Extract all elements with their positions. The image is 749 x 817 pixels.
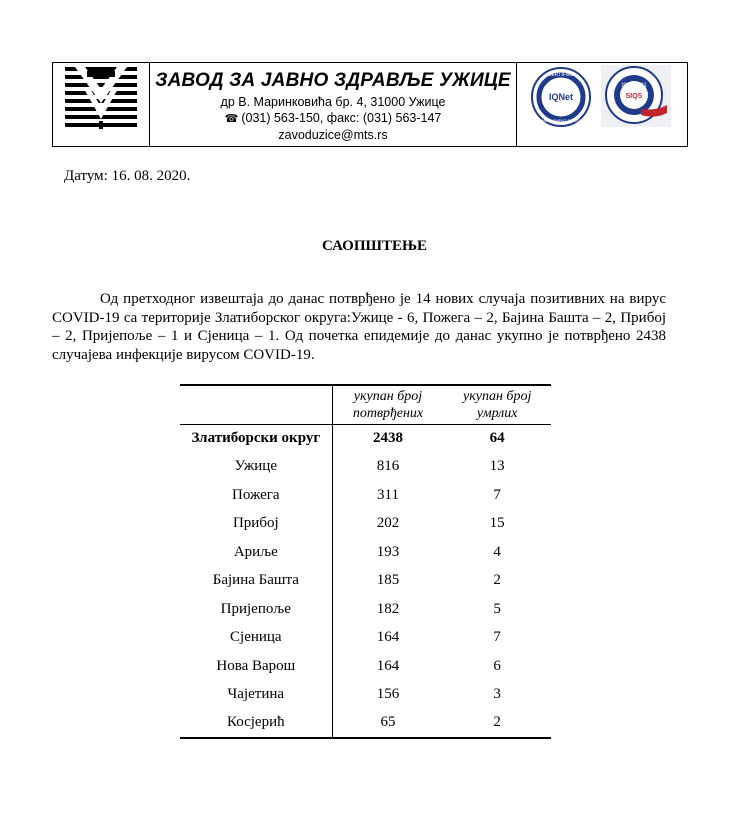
covid-statistics-table <box>180 384 551 739</box>
cell-municipality: Ужице <box>180 453 332 482</box>
letterhead <box>52 62 688 147</box>
cell-deaths: 64 <box>489 430 505 446</box>
svg-text:SIQS: SIQS <box>625 93 643 100</box>
table-row <box>180 652 551 681</box>
organization-address: др В. Маринковића бр. 4, 31000 Ужице <box>220 95 446 109</box>
document-date: Датум: 16. 08. 2020. <box>64 168 191 184</box>
letterhead-text <box>150 63 517 146</box>
table-row <box>180 595 551 624</box>
institute-logo <box>53 63 150 146</box>
table-row <box>180 481 551 510</box>
column-header-confirmed: укупан број потврђених <box>332 385 443 424</box>
cell-municipality: Пожега <box>180 481 332 510</box>
column-header-municipality <box>180 385 332 424</box>
cell-deaths: 7 <box>493 629 501 646</box>
cell-deaths: 7 <box>493 486 501 503</box>
table-row <box>180 624 551 653</box>
cell-confirmed: 816 <box>376 458 400 475</box>
table-row <box>180 538 551 567</box>
organization-email: zavoduzice@mts.rs <box>278 128 388 142</box>
cell-deaths: 2 <box>443 709 551 738</box>
cell-municipality: Нова Варош <box>180 652 332 681</box>
announcement-paragraph: Од претходног извештаја до данас потврђено је 14 нових случаја позитивних на вирус COVID-19 са територије Златиборског округа:Ужице - 6, Пожега – 2, Бајина Башта – 2, Прибој – 2, Пријепоље – 1 и Сјеница – 1. Од почетка епидемије до данас укупно је потврђено 2438 случајева инфекције вирусом COVID-19. <box>52 291 666 363</box>
table-row <box>180 709 551 738</box>
cell-deaths: 15 <box>489 515 505 532</box>
cell-deaths: 2 <box>493 572 501 589</box>
phone-fax-text: (031) 563-150, факс: (031) 563-147 <box>241 111 442 125</box>
table-row <box>180 453 551 482</box>
cell-deaths: 13 <box>489 458 505 475</box>
cell-confirmed: 311 <box>377 486 399 503</box>
cell-municipality: Ариље <box>180 538 332 567</box>
table-row <box>180 567 551 596</box>
cell-confirmed: 164 <box>376 657 400 674</box>
cell-confirmed: 193 <box>376 543 400 560</box>
table-row <box>180 681 551 710</box>
cell-deaths: 6 <box>493 657 501 674</box>
cell-deaths: 4 <box>493 543 501 560</box>
cell-municipality: Бајина Башта <box>180 567 332 596</box>
cell-deaths: 3 <box>493 686 501 703</box>
cell-confirmed: 202 <box>376 515 400 532</box>
organization-name: ЗАВОД ЗА ЈАВНО ЗДРАВЉЕ УЖИЦЕ <box>155 70 511 91</box>
certification-logos <box>517 63 687 146</box>
cell-confirmed: 156 <box>376 686 400 703</box>
cell-confirmed: 2438 <box>372 430 403 446</box>
cell-confirmed: 164 <box>376 629 400 646</box>
cell-confirmed: 185 <box>376 572 400 589</box>
cell-confirmed: 182 <box>376 600 400 617</box>
svg-text:ISO 9001: ISO 9001 <box>621 83 647 89</box>
column-header-deaths: укупан број умрлих <box>443 385 551 424</box>
svg-text:CERTIFIED: CERTIFIED <box>547 72 575 78</box>
svg-text:IQNet: IQNet <box>548 92 574 102</box>
cell-municipality: Пријепоље <box>180 595 332 624</box>
iso-9001-seal-icon <box>601 65 671 135</box>
document-title: САОПШТЕЊЕ <box>321 238 428 254</box>
table-row <box>180 510 551 539</box>
phone-icon: ☎ <box>224 113 239 125</box>
cell-confirmed: 65 <box>332 709 443 738</box>
institute-logo-icon <box>53 63 148 146</box>
svg-text:MANAGEMENT SYSTEM: MANAGEMENT SYSTEM <box>537 118 585 123</box>
cell-municipality: Сјеница <box>180 624 332 653</box>
cell-municipality: Прибој <box>180 510 332 539</box>
cell-municipality: Косјерић <box>180 709 332 738</box>
cell-deaths: 5 <box>493 600 501 617</box>
table-header-row <box>180 385 551 424</box>
organization-phone <box>150 110 516 127</box>
cell-region-name: Златиборски округ <box>180 424 332 453</box>
table-row-total <box>180 424 551 453</box>
cell-municipality: Чајетина <box>180 681 332 710</box>
